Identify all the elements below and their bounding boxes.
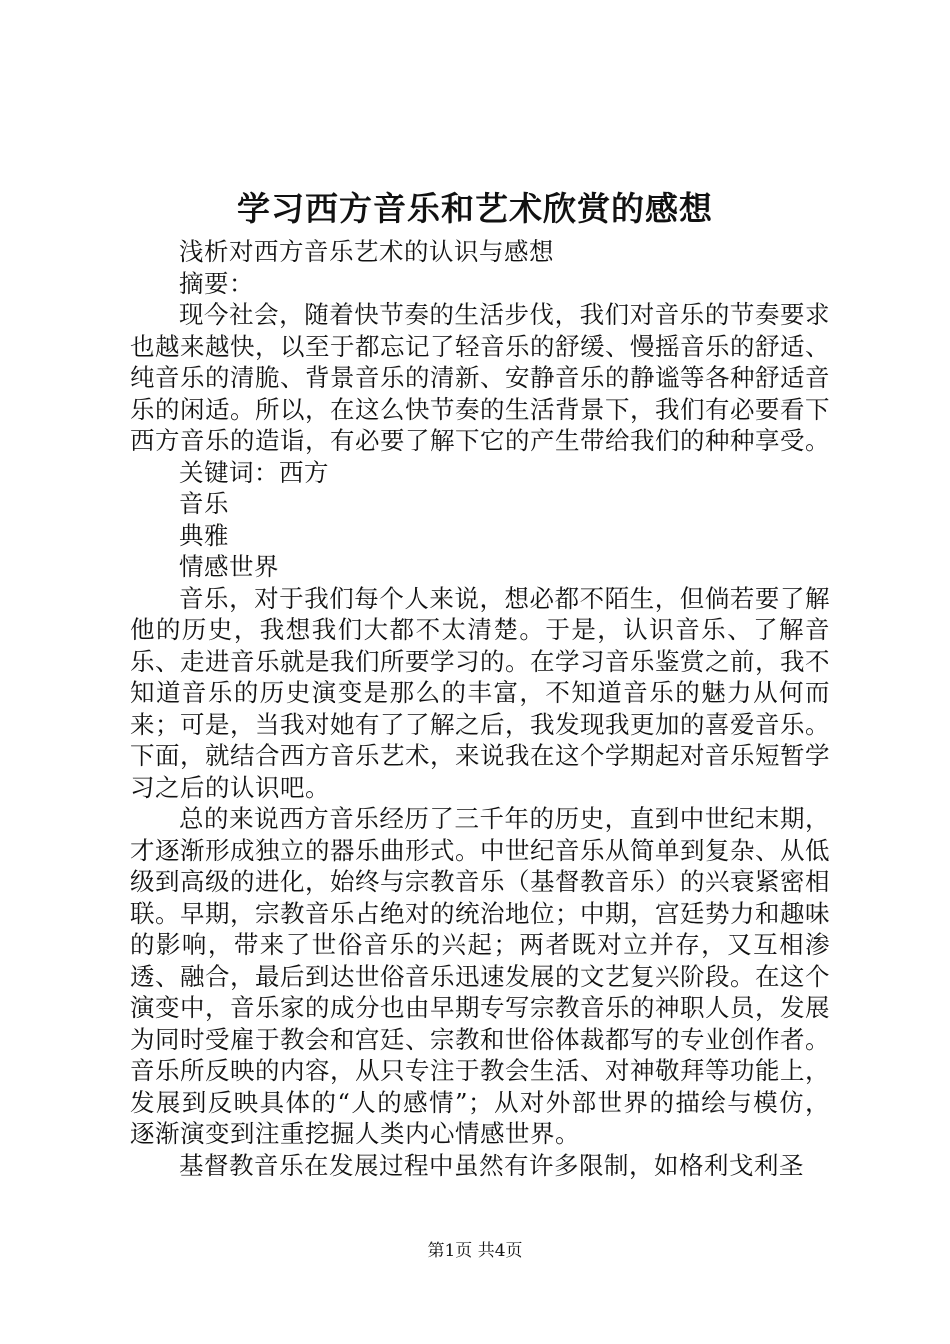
document-body [130, 236, 830, 1181]
abstract-paragraph: 现今社会，随着快节奏的生活步伐，我们对音乐的节奏要求也越来越快，以至于都忘记了轻音乐的舒缓、慢摇音乐的舒适、纯音乐的清脆、背景音乐的清新、安静音乐的静谧等各种舒适音乐的闲适。所以，在这么快节奏的生活背景下，我们有必要看下西方音乐的造诣，有必要了解下它的产生带给我们的种种享受。 [130, 300, 830, 455]
body-paragraph: 音乐，对于我们每个人来说，想必都不陌生，但倘若要了解他的历史，我想我们大都不太清楚。于是，认识音乐、了解音乐、走进音乐就是我们所要学习的。在学习音乐鉴赏之前，我不知道音乐的历史演变是那么的丰富，不知道音乐的魅力从何而来；可是，当我对她有了了解之后，我发现我更加的喜爱音乐。下面，就结合西方音乐艺术，来说我在这个学期起对音乐短暂学习之后的认识吧。 [130, 583, 830, 802]
body-paragraph: 基督教音乐在发展过程中虽然有许多限制，如格利戈利圣 [179, 1150, 804, 1180]
body-paragraph: 总的来说西方音乐经历了三千年的历史，直到中世纪末期，才逐渐形成独立的器乐曲形式。中世纪音乐从简单到复杂、从低级到高级的进化，始终与宗教音乐（基督教音乐）的兴衰紧密相联。早期，宗教音乐占绝对的统治地位；中期，宫廷势力和趣味的影响，带来了世俗音乐的兴起；两者既对立并存，又互相渗透、融合，最后到达世俗音乐迅速发展的文艺复兴阶段。在这个演变中，音乐家的成分也由早期专写宗教音乐的神职人员，发展为同时受雇于教会和宫廷、宗教和世俗体裁都写的专业创作者。音乐所反映的内容，从只专注于教会生活、对神敬拜等功能上，发展到反映具体的“人的感情”；从对外部世界的描绘与模仿，逐渐演变到注重挖掘人类内心情感世界。 [130, 804, 830, 1148]
page-footer: 第1页 共4页 [427, 1241, 523, 1261]
keyword-item: 情感世界 [179, 552, 279, 581]
subtitle-paragraph: 浅析对西方音乐艺术的认识与感想 [179, 237, 554, 266]
keywords-line: 关键词：西方 [179, 457, 329, 487]
keyword-item: 音乐 [179, 489, 229, 518]
document-title: 学习西方音乐和艺术欣赏的感想 [237, 189, 713, 228]
abstract-label: 摘要： [179, 268, 254, 298]
keyword-item: 典雅 [179, 520, 229, 550]
